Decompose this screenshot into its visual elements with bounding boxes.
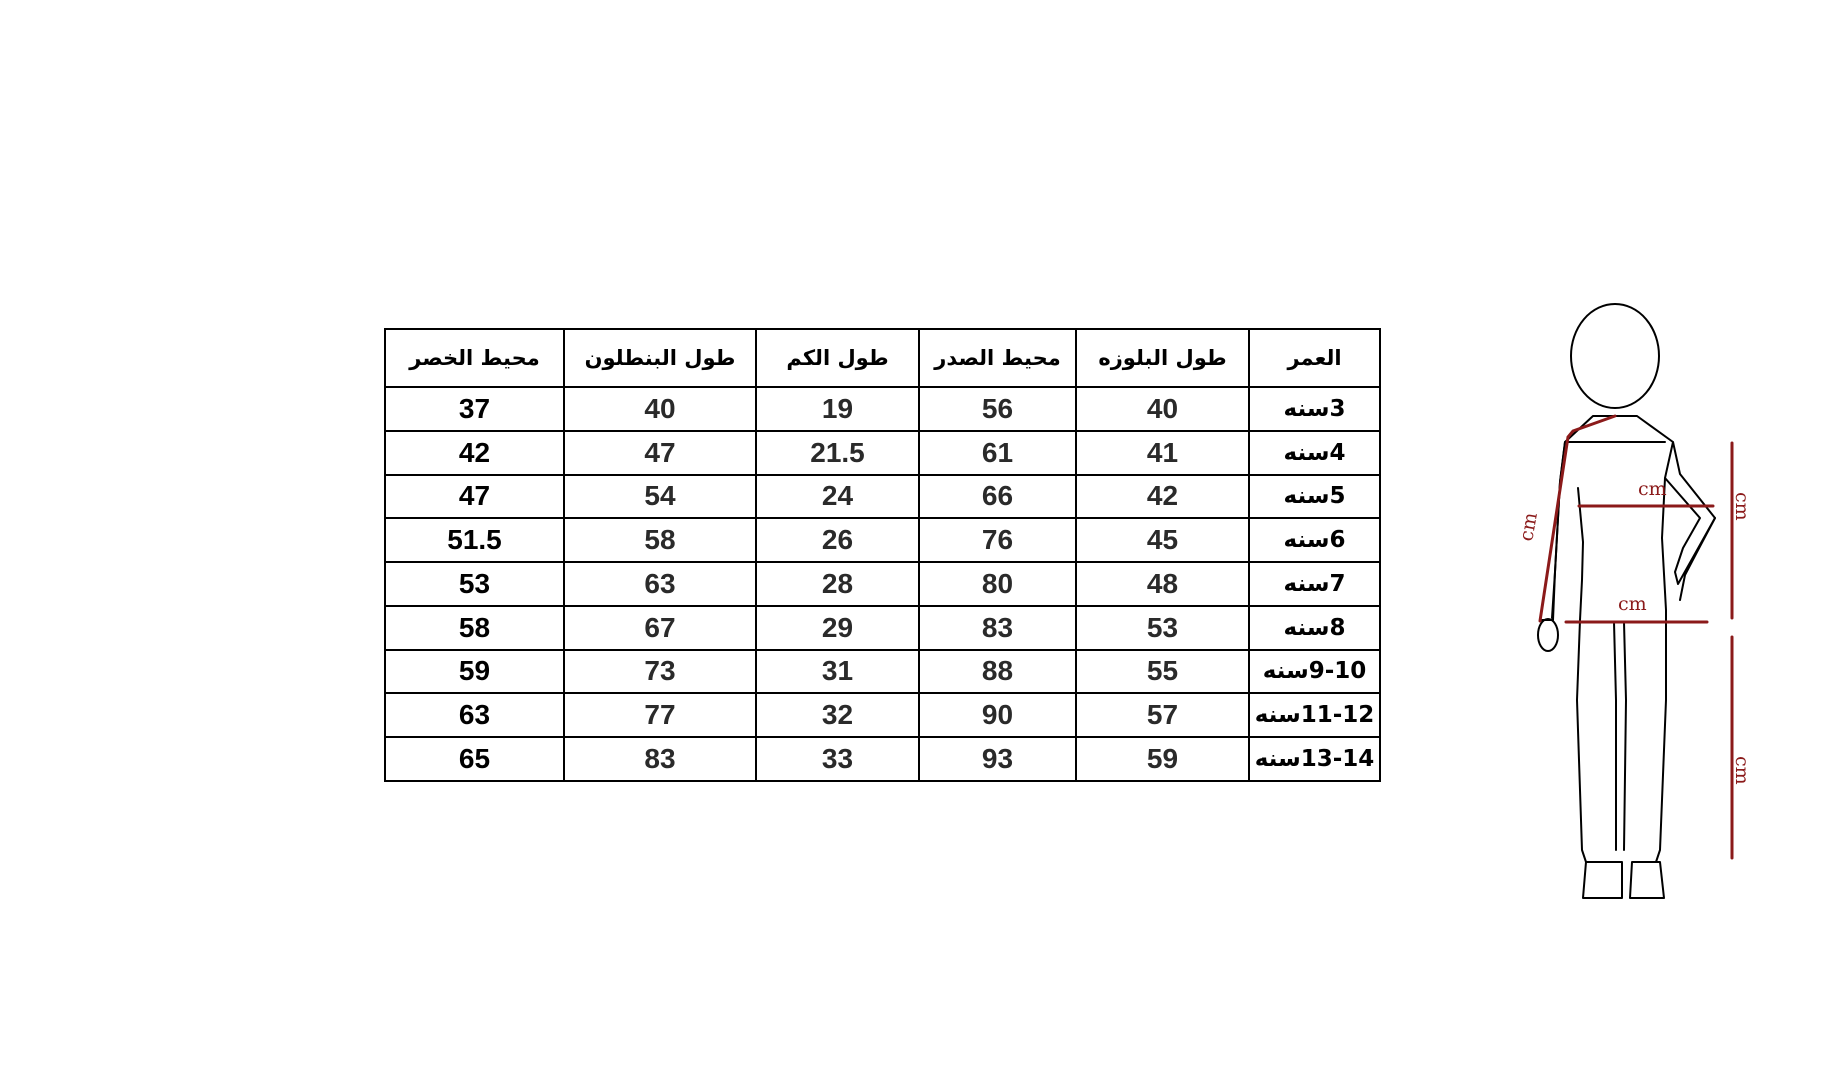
- cell-chest: 76: [919, 518, 1076, 562]
- cell-waist: 53: [385, 562, 564, 606]
- cell-chest: 80: [919, 562, 1076, 606]
- cell-waist: 58: [385, 606, 564, 650]
- chest-unit-label: cm: [1638, 478, 1667, 500]
- cell-sleeve: 21.5: [756, 431, 919, 475]
- cell-blouse-length: 55: [1076, 650, 1249, 694]
- cell-chest: 88: [919, 650, 1076, 694]
- header-pants-length: طول البنطلون: [564, 329, 756, 387]
- cell-chest: 90: [919, 693, 1076, 737]
- table-row: [385, 650, 1380, 694]
- cell-sleeve: 29: [756, 606, 919, 650]
- cell-sleeve: 32: [756, 693, 919, 737]
- cell-blouse-length: 40: [1076, 387, 1249, 431]
- cell-pants-length: 47: [564, 431, 756, 475]
- cell-chest: 56: [919, 387, 1076, 431]
- cell-waist: 37: [385, 387, 564, 431]
- cell-age: 3سنه: [1249, 387, 1380, 431]
- cell-waist: 63: [385, 693, 564, 737]
- cell-pants-length: 77: [564, 693, 756, 737]
- table-row: [385, 562, 1380, 606]
- cell-waist: 65: [385, 737, 564, 781]
- cell-sleeve: 19: [756, 387, 919, 431]
- cell-pants-length: 40: [564, 387, 756, 431]
- cell-blouse-length: 53: [1076, 606, 1249, 650]
- pants-unit-label: cm: [1731, 756, 1753, 785]
- cell-pants-length: 54: [564, 475, 756, 519]
- cell-waist: 51.5: [385, 518, 564, 562]
- header-chest: محيط الصدر: [919, 329, 1076, 387]
- cell-blouse-length: 59: [1076, 737, 1249, 781]
- cell-sleeve: 31: [756, 650, 919, 694]
- right-arm-outline: [1665, 478, 1715, 584]
- cell-pants-length: 73: [564, 650, 756, 694]
- table-header-row: [385, 329, 1380, 387]
- left-hand-outline: [1538, 619, 1558, 651]
- cell-age: 8سنه: [1249, 606, 1380, 650]
- cell-blouse-length: 42: [1076, 475, 1249, 519]
- table-row: [385, 693, 1380, 737]
- cell-age: 13-14سنه: [1249, 737, 1380, 781]
- blouse-unit-label: cm: [1731, 492, 1753, 521]
- table-row: [385, 737, 1380, 781]
- header-age: العمر: [1249, 329, 1380, 387]
- left-inner-arm-outline: [1578, 488, 1583, 620]
- cell-blouse-length: 48: [1076, 562, 1249, 606]
- cell-waist: 59: [385, 650, 564, 694]
- header-waist: محيط الخصر: [385, 329, 564, 387]
- cell-pants-length: 83: [564, 737, 756, 781]
- waist-unit-label: cm: [1618, 593, 1647, 615]
- body-measurement-figure: [1490, 280, 1753, 920]
- header-sleeve: طول الكم: [756, 329, 919, 387]
- cell-sleeve: 24: [756, 475, 919, 519]
- cell-chest: 61: [919, 431, 1076, 475]
- cell-age: 5سنه: [1249, 475, 1380, 519]
- sleeve-unit-label: cm: [1515, 510, 1542, 543]
- cell-waist: 42: [385, 431, 564, 475]
- cell-chest: 83: [919, 606, 1076, 650]
- cell-age: 7سنه: [1249, 562, 1380, 606]
- legs-outline: [1577, 538, 1666, 862]
- cell-pants-length: 63: [564, 562, 756, 606]
- cell-blouse-length: 57: [1076, 693, 1249, 737]
- cell-chest: 93: [919, 737, 1076, 781]
- right-foot-outline: [1630, 862, 1664, 898]
- table-body: [385, 387, 1380, 781]
- cell-sleeve: 26: [756, 518, 919, 562]
- head-outline: [1571, 304, 1659, 408]
- cell-chest: 66: [919, 475, 1076, 519]
- cell-blouse-length: 41: [1076, 431, 1249, 475]
- cell-age: 4سنه: [1249, 431, 1380, 475]
- cell-pants-length: 58: [564, 518, 756, 562]
- cell-sleeve: 33: [756, 737, 919, 781]
- sleeve-measure-line: [1540, 416, 1615, 621]
- table-row: [385, 606, 1380, 650]
- table-row: [385, 387, 1380, 431]
- size-chart-table: [384, 328, 1381, 782]
- table-row: [385, 475, 1380, 519]
- cell-waist: 47: [385, 475, 564, 519]
- cell-age: 9-10سنه: [1249, 650, 1380, 694]
- table-row: [385, 518, 1380, 562]
- cell-age: 6سنه: [1249, 518, 1380, 562]
- left-foot-outline: [1583, 862, 1622, 898]
- cell-sleeve: 28: [756, 562, 919, 606]
- header-blouse-length: طول البلوزه: [1076, 329, 1249, 387]
- cell-pants-length: 67: [564, 606, 756, 650]
- table-row: [385, 431, 1380, 475]
- cell-blouse-length: 45: [1076, 518, 1249, 562]
- cell-age: 11-12سنه: [1249, 693, 1380, 737]
